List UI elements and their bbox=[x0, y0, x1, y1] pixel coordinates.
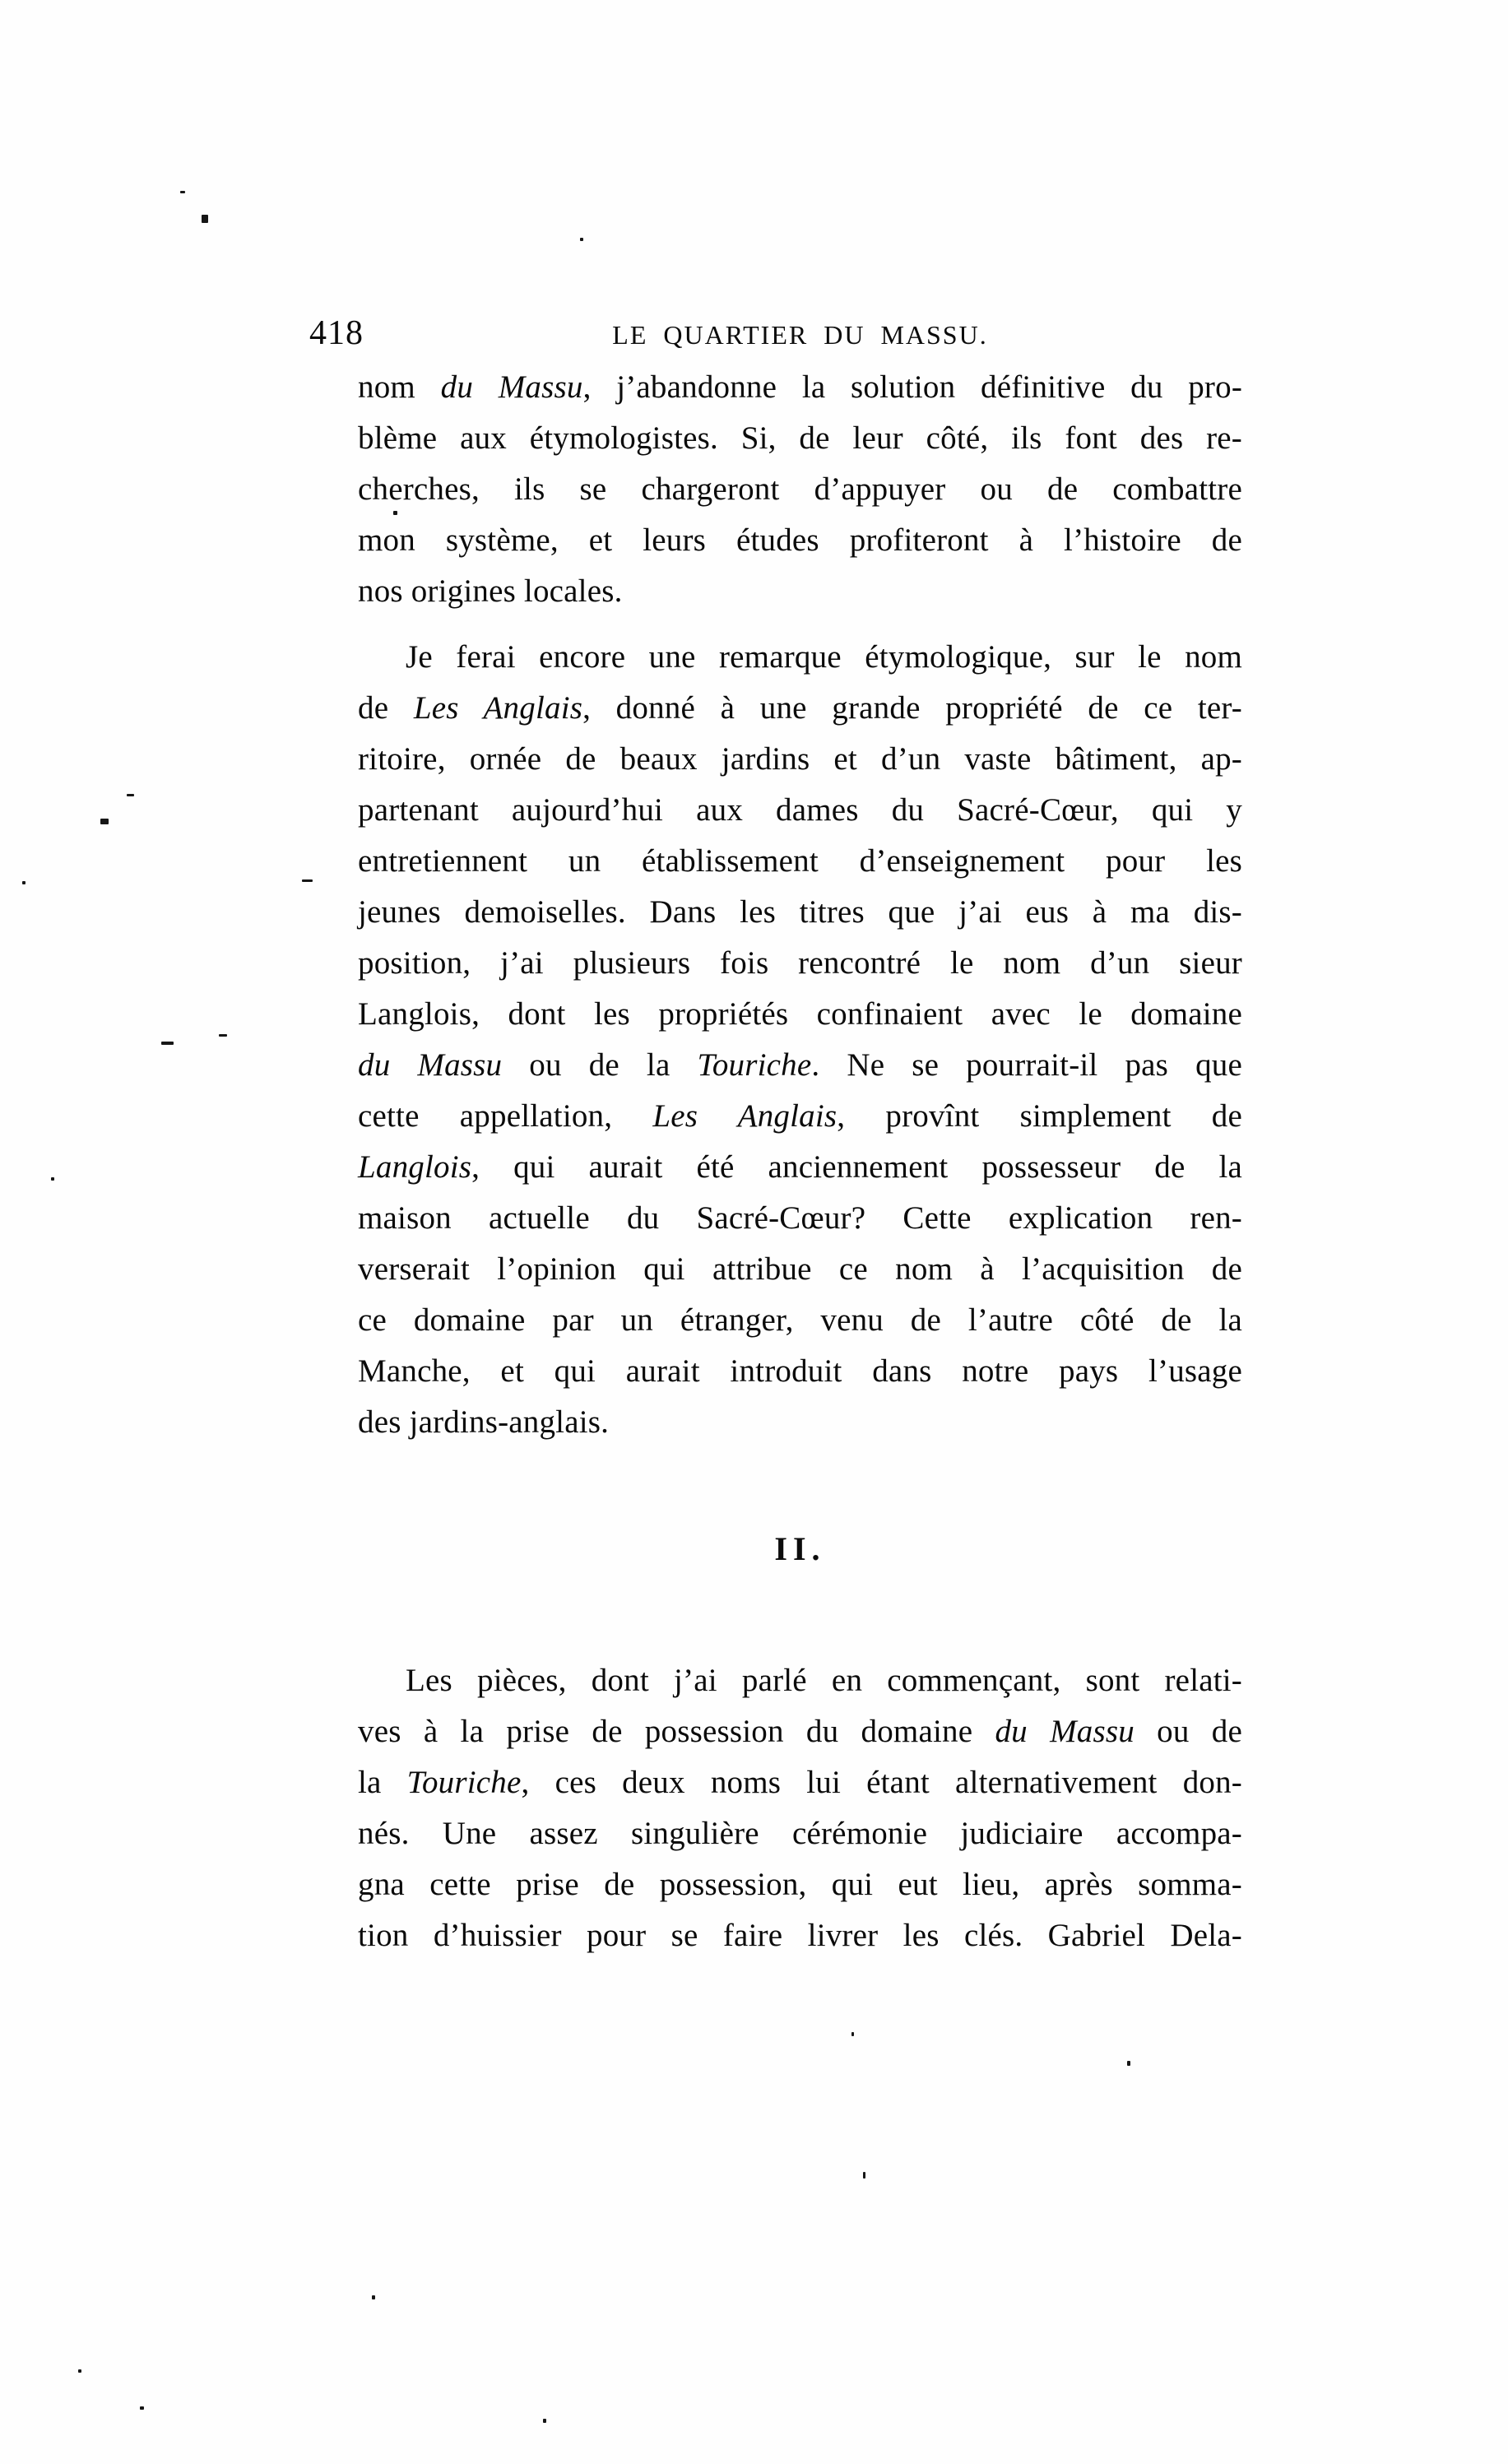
scan-artifact bbox=[302, 879, 313, 882]
scan-artifact bbox=[202, 215, 208, 223]
scan-artifact bbox=[851, 2032, 854, 2036]
scan-artifact bbox=[543, 2419, 546, 2423]
text-line: maison actuelle du Sacré-Cœur? Cette explication ren- bbox=[358, 1200, 1242, 1236]
text-line: position, j’ai plusieurs fois rencontré le nom d’un sieur bbox=[358, 945, 1242, 981]
text-line: ves à la prise de possession du domaine du Massu ou de bbox=[358, 1714, 1242, 1749]
text-line: verserait l’opinion qui attribue ce nom à l’acquisition de bbox=[358, 1251, 1242, 1287]
text-line: des jardins-anglais. bbox=[358, 1404, 610, 1440]
scan-artifact bbox=[180, 191, 185, 193]
running-title: LE QUARTIER DU MASSU. bbox=[612, 320, 988, 350]
text-line: du Massu ou de la Touriche. Ne se pourrait-il pas que bbox=[358, 1047, 1242, 1083]
text-line: Manche, et qui aurait introduit dans notre pays l’usage bbox=[358, 1353, 1242, 1389]
scan-artifact bbox=[219, 1034, 227, 1037]
text-line: cette appellation, Les Anglais, provînt simplement de bbox=[358, 1098, 1243, 1134]
text-line: partenant aujourd’hui aux dames du Sacré-Cœur, qui y bbox=[358, 792, 1242, 828]
scan-artifact bbox=[1127, 2061, 1130, 2066]
text-line: Les pièces, dont j’ai parlé en commençant, sont relati- bbox=[406, 1663, 1242, 1698]
scan-artifact bbox=[100, 819, 109, 824]
paragraph-3 bbox=[358, 1655, 1242, 1961]
text-line: Langlois, dont les propriétés confinaient avec le domaine bbox=[358, 996, 1242, 1032]
scan-artifact bbox=[161, 1042, 174, 1045]
text-line: mon système, et leurs études profiteront à l’histoire de bbox=[358, 522, 1242, 558]
text-line: blème aux étymologistes. Si, de leur côté, ils font des re- bbox=[358, 420, 1242, 456]
text-line: tion d’huissier pour se faire livrer les clés. Gabriel Dela- bbox=[358, 1918, 1242, 1953]
text-line: entretiennent un établissement d’enseignement pour les bbox=[358, 843, 1242, 879]
text-line: de Les Anglais, donné à une grande propriété de ce ter- bbox=[358, 690, 1242, 726]
scan-artifact bbox=[372, 2295, 375, 2299]
text-line: nos origines locales. bbox=[358, 573, 623, 609]
text-line: la Touriche, ces deux noms lui étant alternativement don- bbox=[358, 1765, 1242, 1800]
scan-artifact bbox=[51, 1177, 54, 1181]
text-line: ritoire, ornée de beaux jardins et d’un vaste bâtiment, ap- bbox=[358, 741, 1242, 777]
scan-artifact bbox=[580, 238, 583, 241]
text-line: Je ferai encore une remarque étymologique, sur le nom bbox=[406, 639, 1242, 675]
text-line: ce domaine par un étranger, venu de l’autre côté de la bbox=[358, 1302, 1242, 1338]
scan-artifact bbox=[393, 511, 397, 515]
text-line: jeunes demoiselles. Dans les titres que j’ai eus à ma dis- bbox=[358, 894, 1242, 930]
section-heading: II. bbox=[774, 1530, 826, 1567]
text-line: cherches, ils se chargeront d’appuyer ou de combattre bbox=[358, 471, 1242, 507]
text-line: Langlois, qui aurait été anciennement possesseur de la bbox=[358, 1149, 1242, 1185]
page-number: 418 bbox=[309, 314, 364, 352]
scan-artifact bbox=[863, 2172, 865, 2179]
scan-artifact bbox=[140, 2406, 144, 2410]
scan-artifact bbox=[22, 881, 26, 884]
paragraph-1 bbox=[358, 362, 1242, 617]
text-line: nés. Une assez singulière cérémonie judiciaire accompa- bbox=[358, 1816, 1242, 1851]
text-line: gna cette prise de possession, qui eut lieu, après somma- bbox=[358, 1867, 1242, 1902]
paragraph-2 bbox=[358, 632, 1242, 1448]
scan-artifact bbox=[127, 794, 134, 796]
scan-artifact bbox=[78, 2369, 81, 2373]
text-line: nom du Massu, j’abandonne la solution définitive du pro- bbox=[358, 369, 1243, 405]
